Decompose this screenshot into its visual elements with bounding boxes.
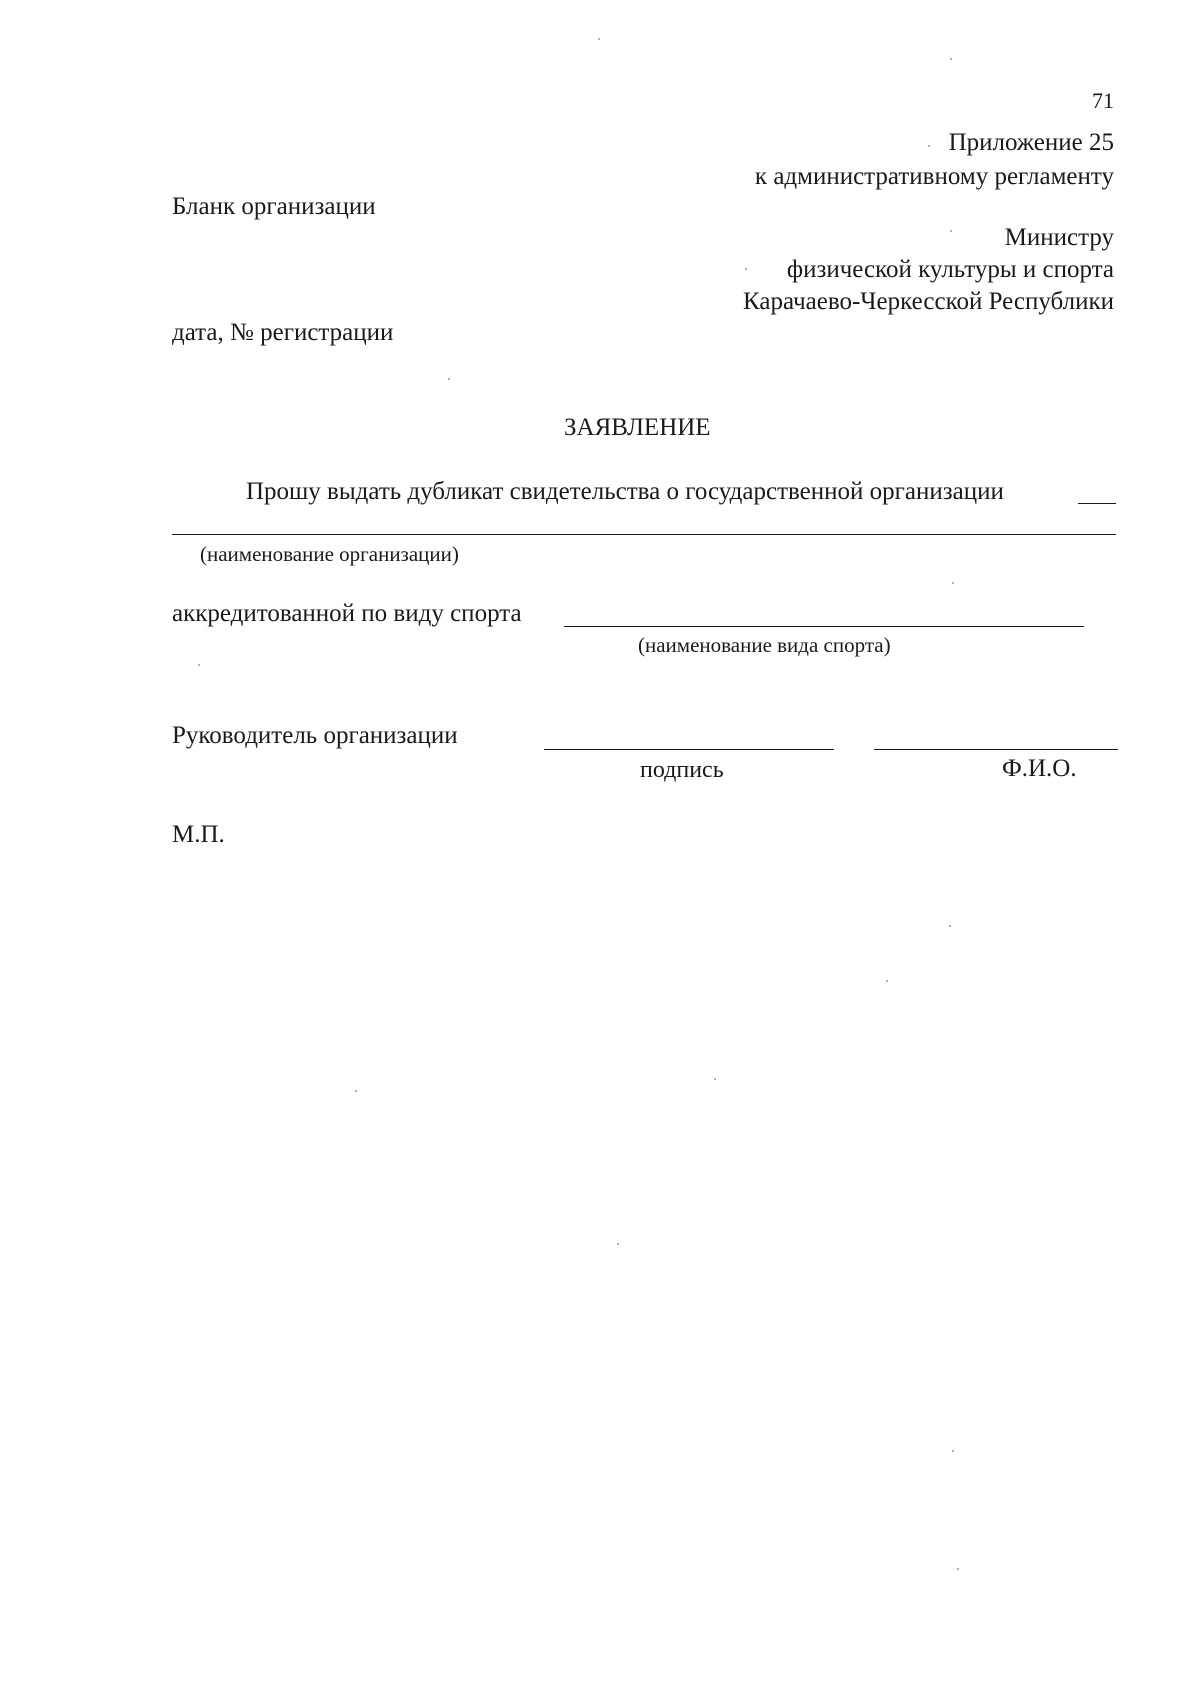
scan-speck [448,378,450,380]
organization-name-line [172,534,1116,535]
scan-speck [745,268,747,270]
signature-line [544,749,834,750]
scan-speck [198,664,200,666]
appendix-number: Приложение 25 [948,129,1114,156]
organization-letterhead-label: Бланк организации [172,193,376,220]
addressee-line-2: физической культуры и спорта [786,256,1114,283]
signature-caption: подпись [640,757,724,783]
stamp-place-label: М.П. [172,821,225,848]
scan-speck [950,230,952,232]
addressee-line-1: Министру [1004,224,1114,251]
sport-name-caption: (наименование вида спорта) [638,633,891,657]
scan-speck [950,58,952,60]
document-title: ЗАЯВЛЕНИЕ [564,414,711,441]
request-text-blank-line [1078,503,1116,504]
scan-speck [886,980,888,982]
addressee-line-3: Карачаево-Черкесской Республики [743,288,1114,315]
scan-speck [598,38,600,40]
scan-speck [928,145,930,147]
accredited-sport-label: аккредитованной по виду спорта [172,600,522,627]
appendix-regulation: к административному регламенту [754,163,1114,190]
scan-speck [617,1243,619,1245]
request-text: Прошу выдать дубликат свидетельства о государственной организации [246,478,1004,505]
organization-head-label: Руководитель организации [172,722,458,749]
date-registration-label: дата, № регистрации [172,319,394,346]
sport-name-line [564,626,1084,627]
page-number: 71 [1092,88,1114,113]
scan-speck [355,1090,357,1092]
full-name-caption: Ф.И.О. [1002,755,1077,782]
scan-speck [957,1568,959,1570]
full-name-line [874,749,1118,750]
scan-speck [949,925,951,927]
scan-speck [714,1078,716,1080]
scan-speck [952,1450,954,1452]
scan-speck [952,582,954,584]
organization-name-caption: (наименование организации) [200,542,459,566]
